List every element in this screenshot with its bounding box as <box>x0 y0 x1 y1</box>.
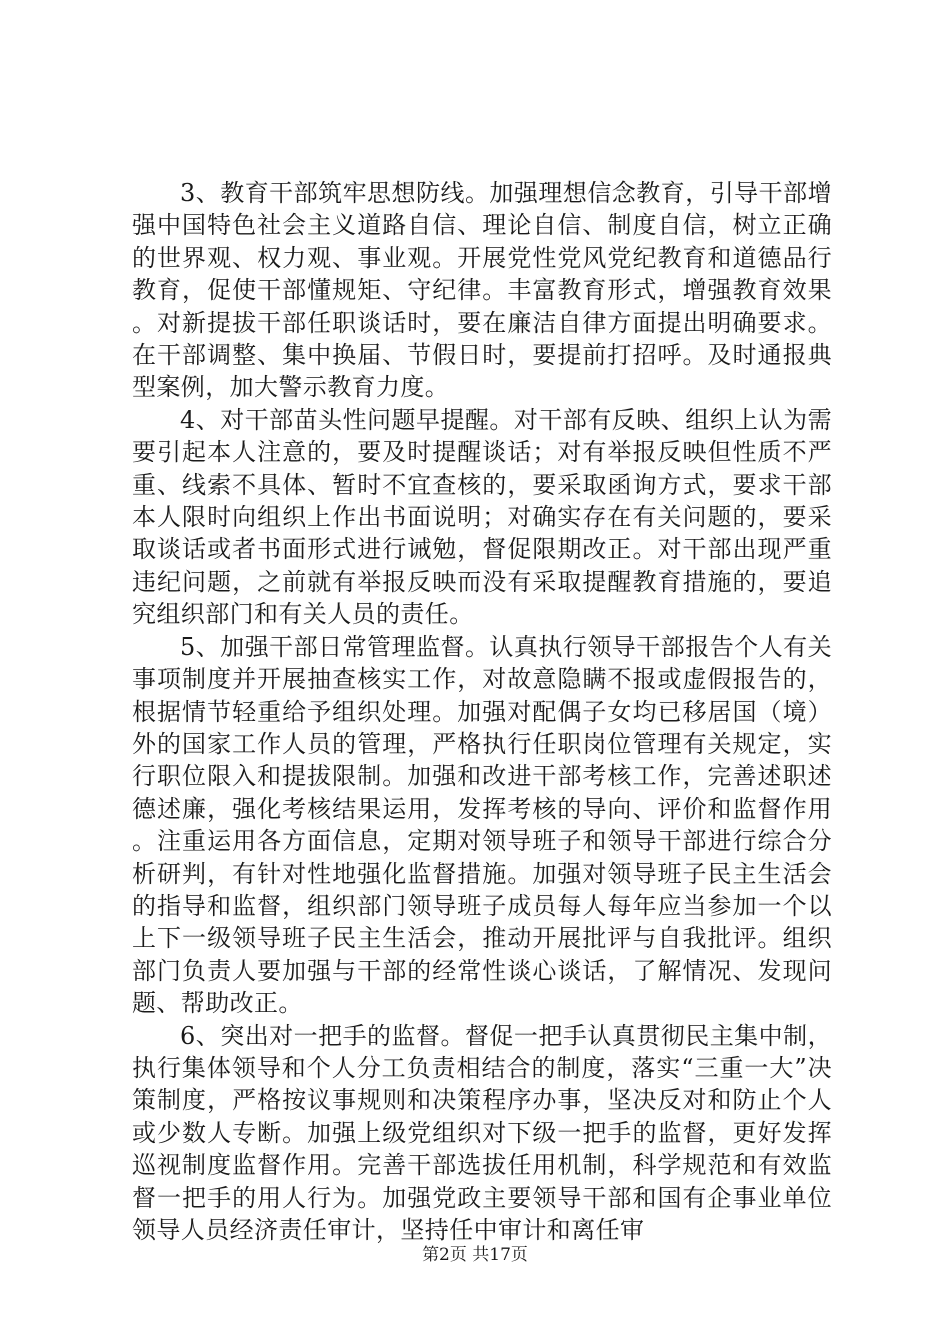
document-body <box>132 177 832 1246</box>
paragraph-item-5: 5、加强干部日常管理监督。认真执行领导干部报告个人有关事项制度并开展抽查核实工作，对故意隐瞒不报或虚假报告的，根据情节轻重给予组织处理。加强对配偶子女均已移居国（境）外的国家工作人员的管理，严格执行任职岗位管理有关规定，实行职位限入和提拔限制。加强和改进干部考核工作，完善述职述德述廉，强化考核结果运用，发挥考核的导向、评价和监督作用。注重运用各方面信息，定期对领导班子和领导干部进行综合分析研判，有针对性地强化监督措施。加强对领导班子民主生活会的指导和监督，组织部门领导班子成员每人每年应当参加一个以上下一级领导班子民主生活会，推动开展批评与自我批评。组织部门负责人要加强与干部的经常性谈心谈话，了解情况、发现问题、帮助改正。 <box>132 632 832 1018</box>
page-footer <box>0 1244 950 1266</box>
page-total: 共17页 <box>472 1245 528 1265</box>
paragraph-item-3: 3、教育干部筑牢思想防线。加强理想信念教育，引导干部增强中国特色社会主义道路自信、理论自信、制度自信，树立正确的世界观、权力观、事业观。开展党性党风党纪教育和道德品行教育，促使干部懂规矩、守纪律。丰富教育形式，增强教育效果。对新提拔干部任职谈话时，要在廉洁自律方面提出明确要求。在干部调整、集中换届、节假日时，要提前打招呼。及时通报典型案例，加大警示教育力度。 <box>132 179 832 402</box>
page-number: 第2页 <box>422 1245 467 1265</box>
paragraph-item-4: 4、对干部苗头性问题早提醒。对干部有反映、组织上认为需要引起本人注意的，要及时提醒谈话；对有举报反映但性质不严重、线索不具体、暂时不宜查核的，要采取函询方式，要求干部本人限时向组织上作出书面说明；对确实存在有关问题的，要采取谈话或者书面形式进行诫勉，督促限期改正。对干部出现严重违纪问题，之前就有举报反映而没有采取提醒教育措施的，要追究组织部门和有关人员的责任。 <box>132 405 832 629</box>
paragraph-item-6: 6、突出对一把手的监督。督促一把手认真贯彻民主集中制，执行集体领导和个人分工负责相结合的制度，落实“三重一大”决策制度，严格按议事规则和决策程序办事，坚决反对和防止个人或少数人专断。加强上级党组织对下级一把手的监督，更好发挥巡视制度监督作用。完善干部选拔任用机制，科学规范和有效监督一把手的用人行为。加强党政主要领导干部和国有企事业单位领导人员经济责任审计，坚持任中审计和离任审 <box>132 1021 832 1244</box>
